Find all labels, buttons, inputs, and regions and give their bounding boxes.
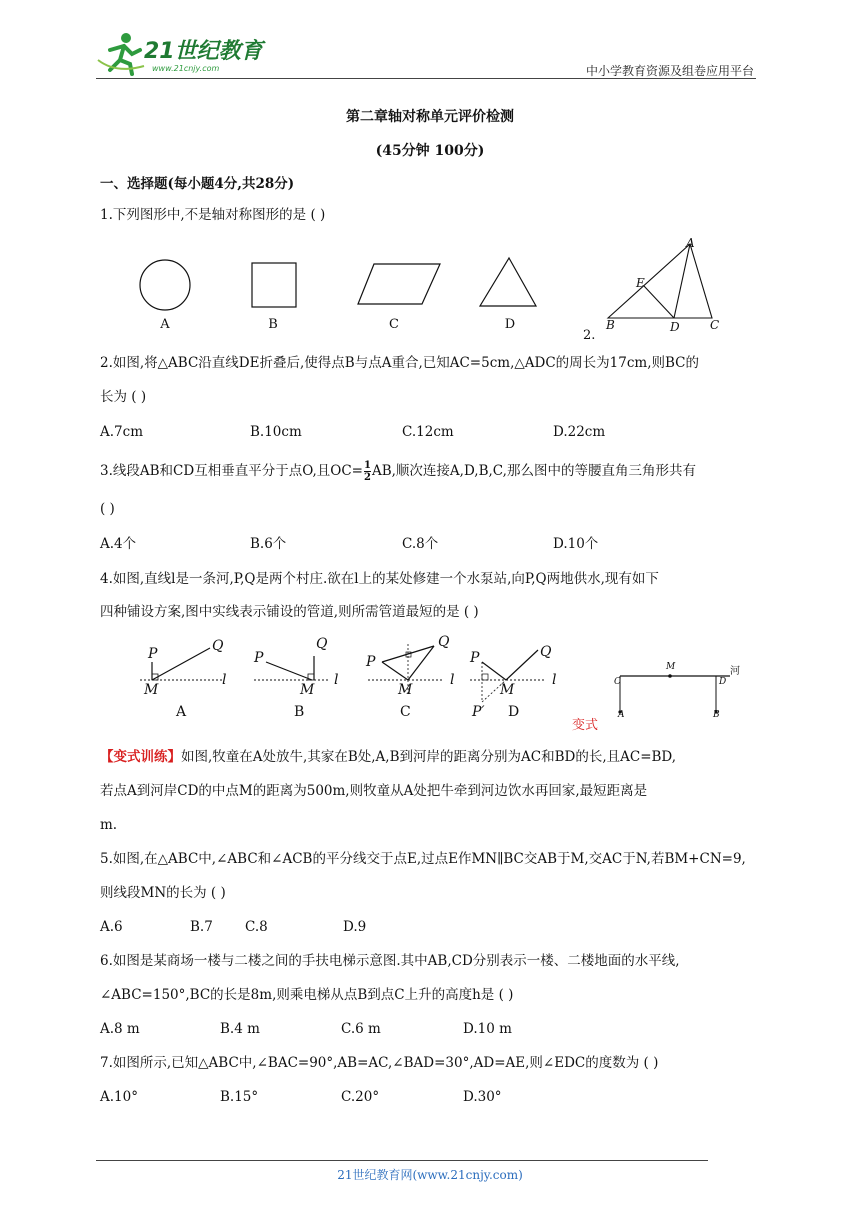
river-label: 河 bbox=[730, 666, 740, 677]
footer-divider bbox=[96, 1160, 708, 1161]
q2-figure-number: 2. bbox=[583, 328, 596, 343]
q4d-p-prime: P′ bbox=[472, 704, 485, 720]
q4-stem-line2: 四种铺设方案,图中实线表示铺设的管道,则所需管道最短的是 ( ) bbox=[100, 604, 479, 620]
q4-label-d: D bbox=[508, 704, 520, 720]
q7-option-a: A.10° bbox=[100, 1089, 138, 1105]
q4b-p: P bbox=[254, 650, 264, 666]
q3-option-a: A.4个 bbox=[100, 536, 137, 552]
variant-line3: m. bbox=[100, 817, 118, 833]
q4a-q: Q bbox=[212, 638, 224, 654]
q6-stem-line1: 6.如图是某商场一楼与二楼之间的手扶电梯示意图.其中AB,CD分别表示一楼、二楼地面的水平线, bbox=[100, 953, 680, 969]
q3-stem-line1 bbox=[100, 460, 696, 483]
q4d-q: Q bbox=[540, 644, 552, 660]
q2-option-d: D.22cm bbox=[553, 424, 606, 440]
river-point-d: D bbox=[719, 677, 727, 687]
section-heading: 一、选择题(每小题4分,共28分) bbox=[100, 176, 295, 192]
q4b-q: Q bbox=[316, 636, 328, 652]
q1-circle-figure bbox=[136, 256, 196, 316]
q1-label-d: D bbox=[504, 317, 516, 332]
q4c-p: P bbox=[366, 654, 376, 670]
q1-parallelogram-figure bbox=[356, 262, 446, 312]
q7-stem: 7.如图所示,已知△ABC中,∠BAC=90°,AB=AC,∠BAD=30°,AD=AE,则∠EDC的度数为 ( ) bbox=[100, 1055, 659, 1071]
q3-option-c: C.8个 bbox=[402, 536, 439, 552]
q5-option-d: D.9 bbox=[343, 919, 367, 935]
q6-option-b: B.4 m bbox=[220, 1021, 260, 1037]
q3-option-b: B.6个 bbox=[250, 536, 287, 552]
q2-option-b: B.10cm bbox=[250, 424, 302, 440]
q4d-l: l bbox=[552, 672, 557, 688]
q3-stem-line2: ( ) bbox=[100, 501, 115, 517]
variant-tag: 【变式训练】 bbox=[100, 749, 181, 765]
q5-stem-line1: 5.如图,在△ABC中,∠ABC和∠ACB的平分线交于点E,过点E作MN∥BC交AB于M,交AC于N,若BM+CN=9, bbox=[100, 851, 746, 867]
q3-fraction bbox=[364, 460, 371, 483]
q6-option-a: A.8 m bbox=[100, 1021, 140, 1037]
q4c-q: Q bbox=[438, 634, 450, 650]
q5-option-c: C.8 bbox=[245, 919, 268, 935]
logo bbox=[96, 30, 266, 78]
q6-option-d: D.10 m bbox=[463, 1021, 512, 1037]
q3-frac-den: 2 bbox=[363, 472, 371, 483]
q5-stem-line2: 则线段MN的长为 ( ) bbox=[100, 885, 226, 901]
q1-triangle-figure bbox=[478, 256, 538, 312]
q4-label-a: A bbox=[176, 704, 187, 720]
q1-label-c: C bbox=[389, 317, 399, 332]
q2-point-b: B bbox=[606, 318, 615, 332]
q6-stem-line2: ∠ABC=150°,BC的长是8m,则乘电梯从点B到点C上升的高度h是 ( ) bbox=[100, 987, 514, 1003]
variant-line2: 若点A到河岸CD的中点M的距离为500m,则牧童从A处把牛牵到河边饮水再回家,最短距离是 bbox=[100, 783, 648, 799]
q4b-m: M bbox=[300, 682, 315, 698]
q3-stem-part1: 3.线段AB和CD互相垂直平分于点O,且OC= bbox=[100, 463, 363, 479]
q7-option-d: D.30° bbox=[463, 1089, 502, 1105]
q4-label-b: B bbox=[294, 704, 305, 720]
q1-label-b: B bbox=[268, 317, 278, 332]
river-point-b: B bbox=[713, 710, 720, 720]
q4c-m: M bbox=[398, 682, 413, 698]
q4d-p: P bbox=[470, 650, 480, 666]
q1-label-a: A bbox=[160, 317, 170, 332]
q3-option-d: D.10个 bbox=[553, 536, 599, 552]
q4d-m: M bbox=[500, 682, 515, 698]
q7-option-b: B.15° bbox=[220, 1089, 259, 1105]
river-point-m: M bbox=[666, 662, 676, 672]
header-divider bbox=[96, 78, 756, 79]
variant-text1: 如图,牧童在A处放牛,其家在B处,A,B到河岸的距离分别为AC和BD的长,且AC=BD, bbox=[181, 749, 677, 765]
q5-option-b: B.7 bbox=[190, 919, 213, 935]
q2-option-a: A.7cm bbox=[100, 424, 143, 440]
q1-stem: 1.下列图形中,不是轴对称图形的是 ( ) bbox=[100, 207, 326, 223]
river-point-a: A bbox=[618, 710, 625, 720]
q6-option-c: C.6 m bbox=[341, 1021, 381, 1037]
river-figure bbox=[614, 668, 744, 718]
q2-stem-line1: 2.如图,将△ABC沿直线DE折叠后,使得点B与点A重合,已知AC=5cm,△ADC的周长为17cm,则BC的 bbox=[100, 355, 699, 371]
q5-option-a: A.6 bbox=[100, 919, 123, 935]
q2-stem-line2: 长为 ( ) bbox=[100, 389, 147, 405]
logo-url: www.21cnjy.com bbox=[152, 64, 220, 73]
platform-name: 中小学教育资源及组卷应用平台 bbox=[585, 64, 754, 78]
q4b-l: l bbox=[334, 672, 339, 688]
q3-stem-part2: AB,顺次连接A,D,B,C,那么图中的等腰直角三角形共有 bbox=[371, 463, 696, 479]
river-point-c: C bbox=[614, 677, 621, 687]
logo-text: 21世纪教育 bbox=[144, 39, 263, 64]
q4a-l: l bbox=[222, 672, 227, 688]
q4-label-c: C bbox=[400, 704, 411, 720]
variant-line1 bbox=[100, 748, 676, 766]
q4-figure-c bbox=[368, 632, 468, 702]
runner-logo-icon bbox=[96, 30, 146, 76]
q2-option-c: C.12cm bbox=[402, 424, 454, 440]
q2-point-a: A bbox=[686, 236, 695, 250]
q4a-m: M bbox=[144, 682, 159, 698]
q3-frac-num: 1 bbox=[363, 460, 371, 471]
q4c-l: l bbox=[450, 672, 455, 688]
q2-point-e: E bbox=[636, 276, 645, 290]
variant-figure-label: 变式 bbox=[572, 718, 599, 733]
q1-square-figure bbox=[250, 260, 300, 310]
page-title: 第二章轴对称单元评价检测 bbox=[346, 109, 514, 125]
q4-stem-line1: 4.如图,直线l是一条河,P,Q是两个村庄.欲在l上的某处修建一个水泵站,向P,Q两地供水,现有如下 bbox=[100, 571, 659, 587]
q2-point-c: C bbox=[710, 318, 720, 332]
q2-point-d: D bbox=[670, 320, 680, 334]
footer-link[interactable]: 21世纪教育网(www.21cnjy.com) bbox=[337, 1168, 523, 1182]
q7-option-c: C.20° bbox=[341, 1089, 380, 1105]
page-subtitle: (45分钟 100分) bbox=[375, 143, 485, 159]
q4a-p: P bbox=[148, 646, 158, 662]
